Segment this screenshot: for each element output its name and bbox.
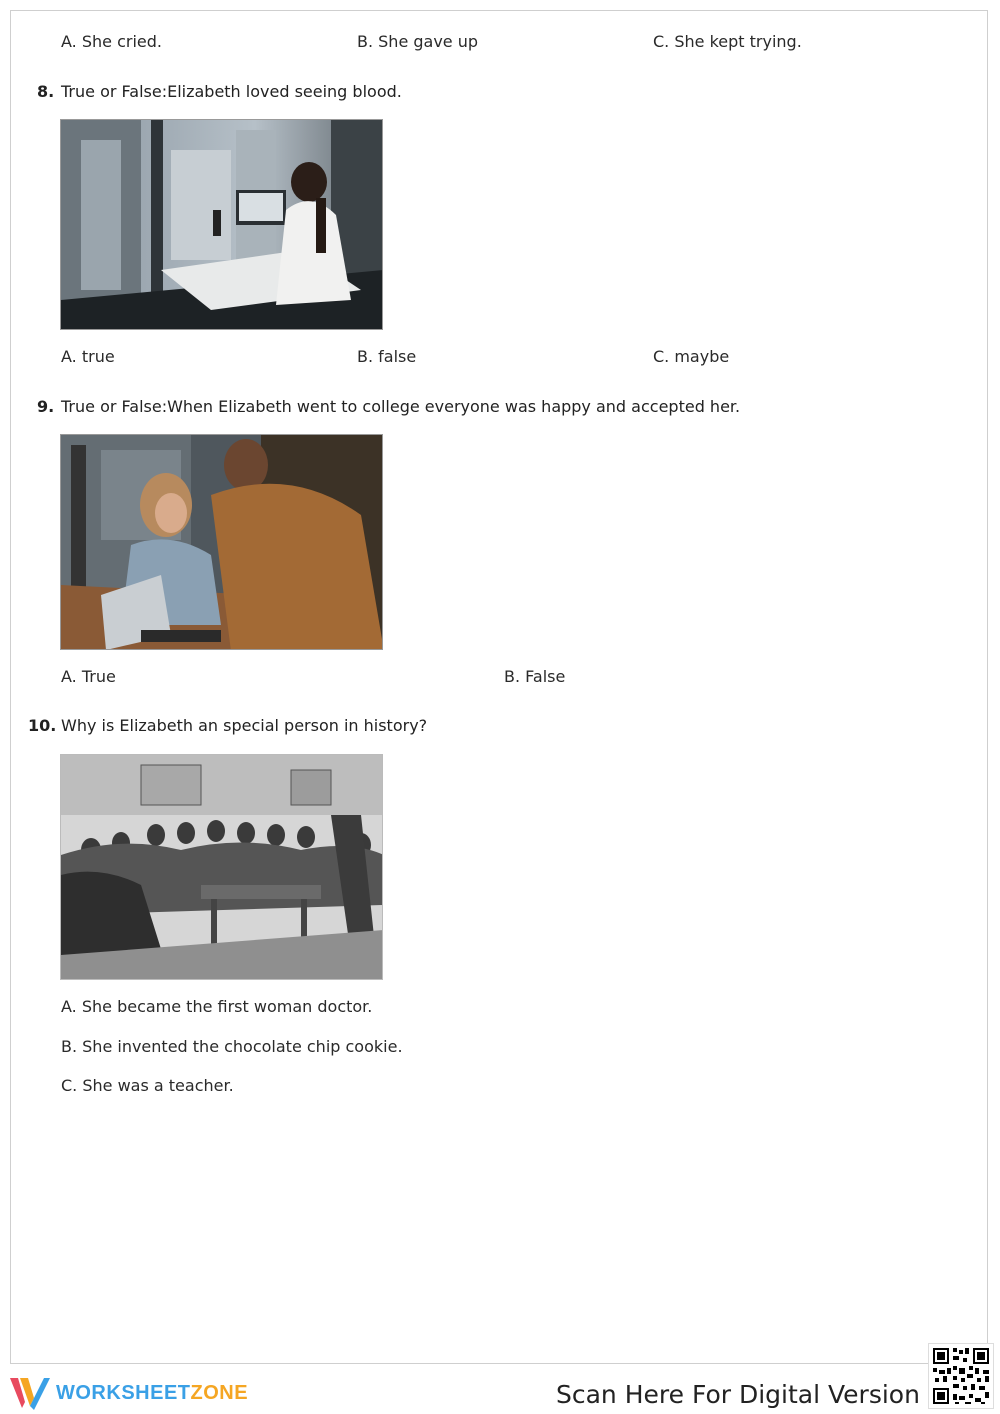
q7-option-a[interactable]: A. She cried. xyxy=(61,32,162,51)
q10-number: 10. xyxy=(28,716,57,735)
qr-code-icon[interactable] xyxy=(928,1343,994,1409)
q10-engraving-classroom xyxy=(60,754,383,980)
q8-photo-woman-laptop xyxy=(60,119,383,330)
q8-number: 8. xyxy=(37,82,55,101)
q9-photo-man-woman-laptop xyxy=(60,434,383,650)
logo-part-zone: ZONE xyxy=(190,1381,249,1404)
q10-option-b[interactable]: B. She invented the chocolate chip cookie. xyxy=(61,1037,403,1056)
q10-option-a[interactable]: A. She became the first woman doctor. xyxy=(61,997,373,1016)
q9-text: True or False:When Elizabeth went to college everyone was happy and accepted her. xyxy=(61,397,741,416)
q9-option-a[interactable]: A. True xyxy=(61,667,116,686)
q7-option-b[interactable]: B. She gave up xyxy=(357,32,479,51)
q8-text: True or False:Elizabeth loved seeing blood. xyxy=(61,82,402,101)
q10-option-c[interactable]: C. She was a teacher. xyxy=(61,1076,234,1095)
q8-option-c[interactable]: C. maybe xyxy=(653,347,730,366)
q8-option-b[interactable]: B. false xyxy=(357,347,417,366)
q10-text: Why is Elizabeth an special person in history? xyxy=(61,716,428,735)
worksheetzone-logo[interactable] xyxy=(10,1376,248,1410)
scan-for-digital-version: Scan Here For Digital Version xyxy=(556,1380,920,1409)
logo-w-icon xyxy=(10,1376,50,1410)
q9-option-b[interactable]: B. False xyxy=(504,667,566,686)
q7-option-c[interactable]: C. She kept trying. xyxy=(653,32,802,51)
q9-number: 9. xyxy=(37,397,55,416)
logo-wordmark xyxy=(56,1382,248,1405)
logo-part-worksheet: WORKSHEET xyxy=(56,1381,191,1404)
q8-option-a[interactable]: A. true xyxy=(61,347,115,366)
